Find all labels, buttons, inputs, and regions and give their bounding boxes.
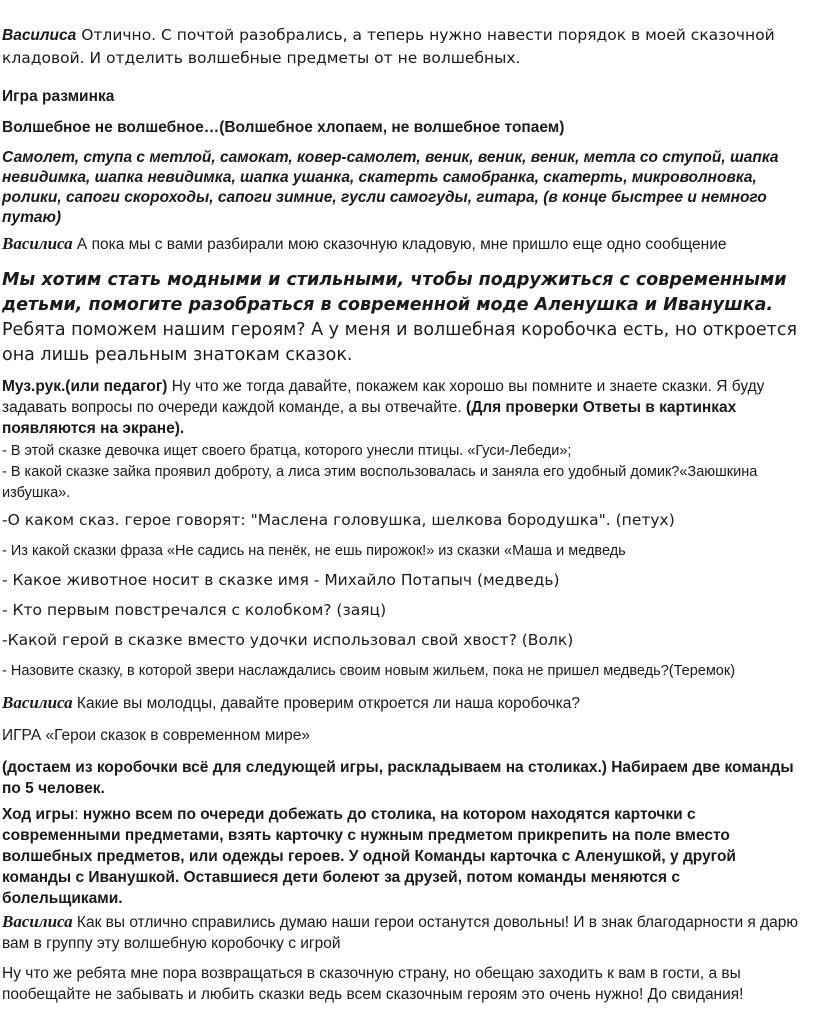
heading-warmup-game: Игра разминка — [2, 88, 115, 105]
paragraph-music-teacher — [2, 376, 802, 439]
paragraph-game-setup: (достаем из коробочки всё для следующей игры, раскладываем на столиках.) Набираем две команды по 5 человек. — [2, 759, 794, 797]
paragraph-text: Отлично. С почтой разобрались, а теперь нужно навести порядок в моей сказочной кладовой. И отделить волшебные предметы от не волшебных. — [2, 26, 775, 67]
paragraph-gift — [2, 911, 802, 954]
paragraph-bold: (Для проверки Ответы в картинках появляются на экране). — [2, 399, 737, 437]
paragraph-check-box — [2, 692, 802, 714]
paragraph-text: Как вы отлично справились думаю наши герои останутся довольны! И в знак благодарности я дарю вам в группу эту волшебную коробочку с игрой — [2, 914, 799, 952]
speaker-vasilisa: Василиса — [2, 912, 73, 931]
heading-fairy-heroes-game: ИГРА «Герои сказок в современном мире» — [2, 727, 310, 744]
speaker-vasilisa: Василиса — [2, 27, 77, 44]
speaker-vasilisa: Василиса — [2, 234, 73, 253]
speaker-vasilisa: Василиса — [2, 693, 73, 712]
paragraph-intro — [2, 24, 802, 70]
paragraph-farewell: Ну что же ребята мне пора возвращаться в сказочную страну, но обещаю заходить к вам в гости, а вы пообещайте не забывать и любить сказки ведь всем сказочным героям это очень нужно! До свидания! — [2, 965, 744, 1003]
question-1: - В этой сказке девочка ищет своего братца, которого унесли птицы. «Гуси-Лебеди»; — [2, 443, 572, 459]
question-2: - В какой сказке зайка проявил доброту, а лиса этим воспользовалась и заняла его удобный домик?«Заюшкина избушка». — [2, 464, 758, 501]
question-7: -Какой герой в сказке вместо удочки использовал свой хвост? (Волк) — [2, 631, 574, 649]
speaker-music-teacher: Муз.рук.(или педагог) — [2, 378, 168, 395]
heading-magic-game: Волшебное не волшебное…(Волшебное хлопаем, не волшебное топаем) — [2, 119, 565, 136]
question-6: - Кто первым повстречался с колобком? (заяц) — [2, 601, 387, 619]
paragraph-text: Ну что же тогда давайте, покажем как хорошо вы помните и знаете сказки. Я буду задавать вопросы по очереди каждой команде, а вы отвечайте. — [2, 378, 765, 416]
paragraph-text: А пока мы с вами разбирали мою сказочную кладовую, мне пришло еще одно сообщение — [72, 236, 727, 253]
paragraph-text: нужно всем по очереди добежать до столика, на котором находятся карточки с современными предметами, взять карточку с нужным предметом прикрепить на поле вместо волшебных предметов, или одежды героев. У одной Команды карточка с Аленушкой, у другой команды с Иванушкой. Оставшиеся дети болеют за друзей, потом команды меняются с болельщиками. — [2, 806, 736, 907]
paragraph-items-list: Самолет, ступа с метлой, самокат, ковер-самолет, веник, веник, веник, метла со ступой, шапка невидимка, шапка невидимка, шапка ушанка, скатерть самобранка, скатерть, микроволновка, ролики, сапоги скороходы, сапоги зимние, гусли самогуды, гитара, (в конце быстрее и немного путаю) — [2, 149, 779, 226]
paragraph-fashion — [2, 268, 802, 368]
game-rules-colon: : — [74, 806, 83, 823]
paragraph-text: Какие вы молодцы, давайте проверим откроется ли наша коробочка? — [72, 695, 580, 712]
question-5: - Какое животное носит в сказке имя - Михайло Потапыч (медведь) — [2, 571, 560, 589]
paragraph-text: Ребята поможем нашим героям? А у меня и волшебная коробочка есть, но откроется она лишь реальным знатокам сказок. — [2, 320, 797, 365]
paragraph-bold: Мы хотим стать модными и стильными, чтобы подружиться с современными детьми, помогите разобраться в современной моде Аленушка и Иванушка. — [2, 270, 787, 315]
paragraph-message — [2, 233, 802, 255]
paragraph-game-rules — [2, 804, 802, 909]
question-3: -О каком сказ. герое говорят: "Маслена головушка, шелкова бородушка". (петух) — [2, 511, 675, 529]
question-8: - Назовите сказку, в которой звери наслаждались своим новым жильем, пока не пришел медведь?(Теремок) — [2, 663, 736, 679]
game-rules-label: Ход игры — [2, 806, 75, 823]
question-4: - Из какой сказки фраза «Не садись на пенёк, не ешь пирожок!» из сказки «Маша и медведь — [2, 543, 626, 559]
